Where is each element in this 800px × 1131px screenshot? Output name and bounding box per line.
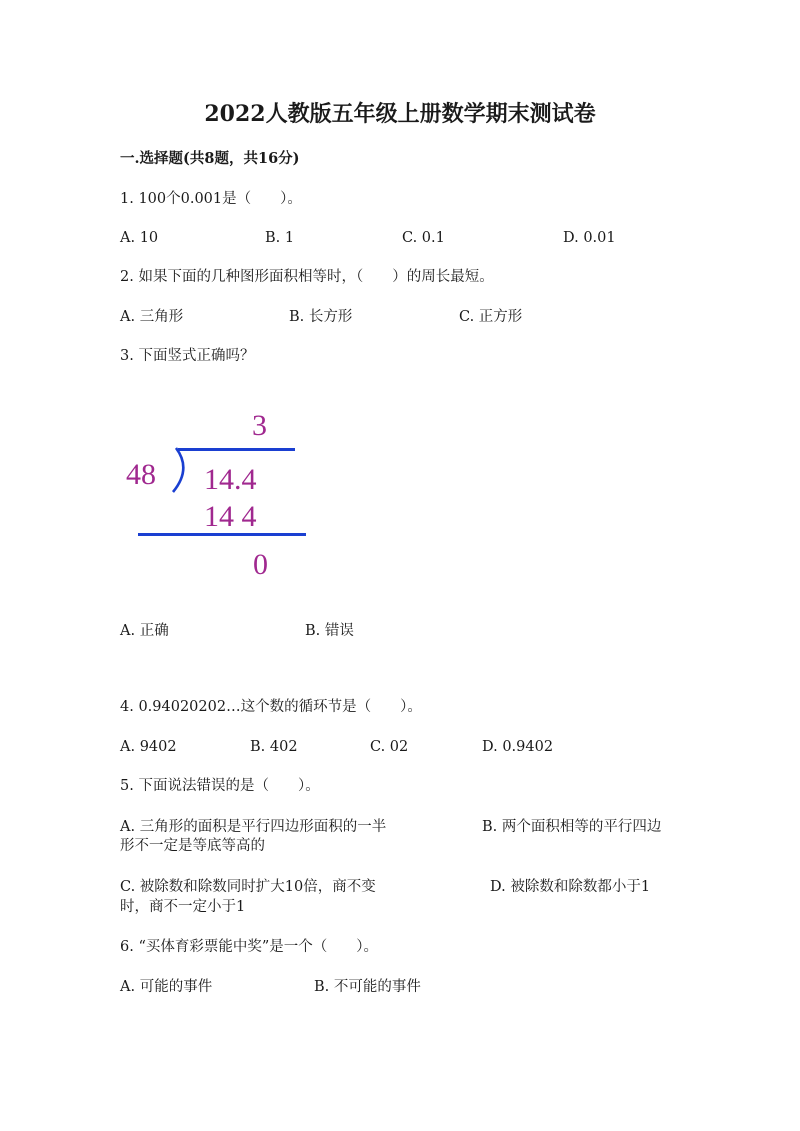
question-5-option-d[interactable]: D. 被除数和除数都小于1 xyxy=(490,879,651,895)
division-product: 14 4 xyxy=(204,500,257,533)
question-4-stem: 4. 0.94020202…这个数的循环节是（ ）。 xyxy=(120,699,422,715)
division-quotient: 3 xyxy=(252,409,267,442)
question-2-option-a[interactable]: A. 三角形 xyxy=(120,309,184,325)
question-3-option-b[interactable]: B. 错误 xyxy=(305,623,354,639)
page-title: 2022人教版五年级上册数学期末测试卷 xyxy=(204,101,596,127)
question-6-stem: 6. “买体育彩票能中奖”是一个（ ）。 xyxy=(120,939,379,955)
question-5-option-d-continued: 时，商不一定小于1 xyxy=(120,899,246,915)
question-1-stem: 1. 100个0.001是（ ）。 xyxy=(120,191,302,207)
question-5-option-b-continued: 形不一定是等底等高的 xyxy=(120,838,265,854)
question-2-option-b[interactable]: B. 长方形 xyxy=(289,309,353,325)
question-5-option-c[interactable]: C. 被除数和除数同时扩大10倍，商不变 xyxy=(120,879,376,895)
division-bottom-line xyxy=(138,533,306,536)
question-5-option-b[interactable]: B. 两个面积相等的平行四边 xyxy=(482,819,662,835)
question-4-option-c[interactable]: C. 02 xyxy=(370,739,409,755)
question-1-option-a[interactable]: A. 10 xyxy=(120,230,159,246)
question-4-option-b[interactable]: B. 402 xyxy=(250,739,298,755)
section-heading: 一.选择题(共8题，共16分) xyxy=(120,150,300,167)
question-3-stem: 3. 下面竖式正确吗？ xyxy=(120,348,255,364)
question-5-option-a[interactable]: A. 三角形的面积是平行四边形面积的一半 xyxy=(120,819,387,835)
division-dividend: 14.4 xyxy=(204,463,257,496)
question-6-option-a[interactable]: A. 可能的事件 xyxy=(120,979,213,995)
division-bracket xyxy=(170,447,190,495)
question-4-option-a[interactable]: A. 9402 xyxy=(120,739,177,755)
division-remainder: 0 xyxy=(253,548,268,581)
question-1-option-d[interactable]: D. 0.01 xyxy=(563,230,616,246)
question-3-option-a[interactable]: A. 正确 xyxy=(120,623,169,639)
question-6-option-b[interactable]: B. 不可能的事件 xyxy=(314,979,421,995)
question-2-stem: 2. 如果下面的几种图形面积相等时，（ ）的周长最短。 xyxy=(120,269,494,285)
question-1-option-c[interactable]: C. 0.1 xyxy=(402,230,445,246)
question-1-option-b[interactable]: B. 1 xyxy=(265,230,295,246)
question-2-option-c[interactable]: C. 正方形 xyxy=(459,309,523,325)
question-4-option-d[interactable]: D. 0.9402 xyxy=(482,739,554,755)
division-divisor: 48 xyxy=(126,458,156,491)
long-division-figure xyxy=(100,400,340,600)
division-top-line xyxy=(178,448,295,451)
question-5-stem: 5. 下面说法错误的是（ ）。 xyxy=(120,778,320,794)
